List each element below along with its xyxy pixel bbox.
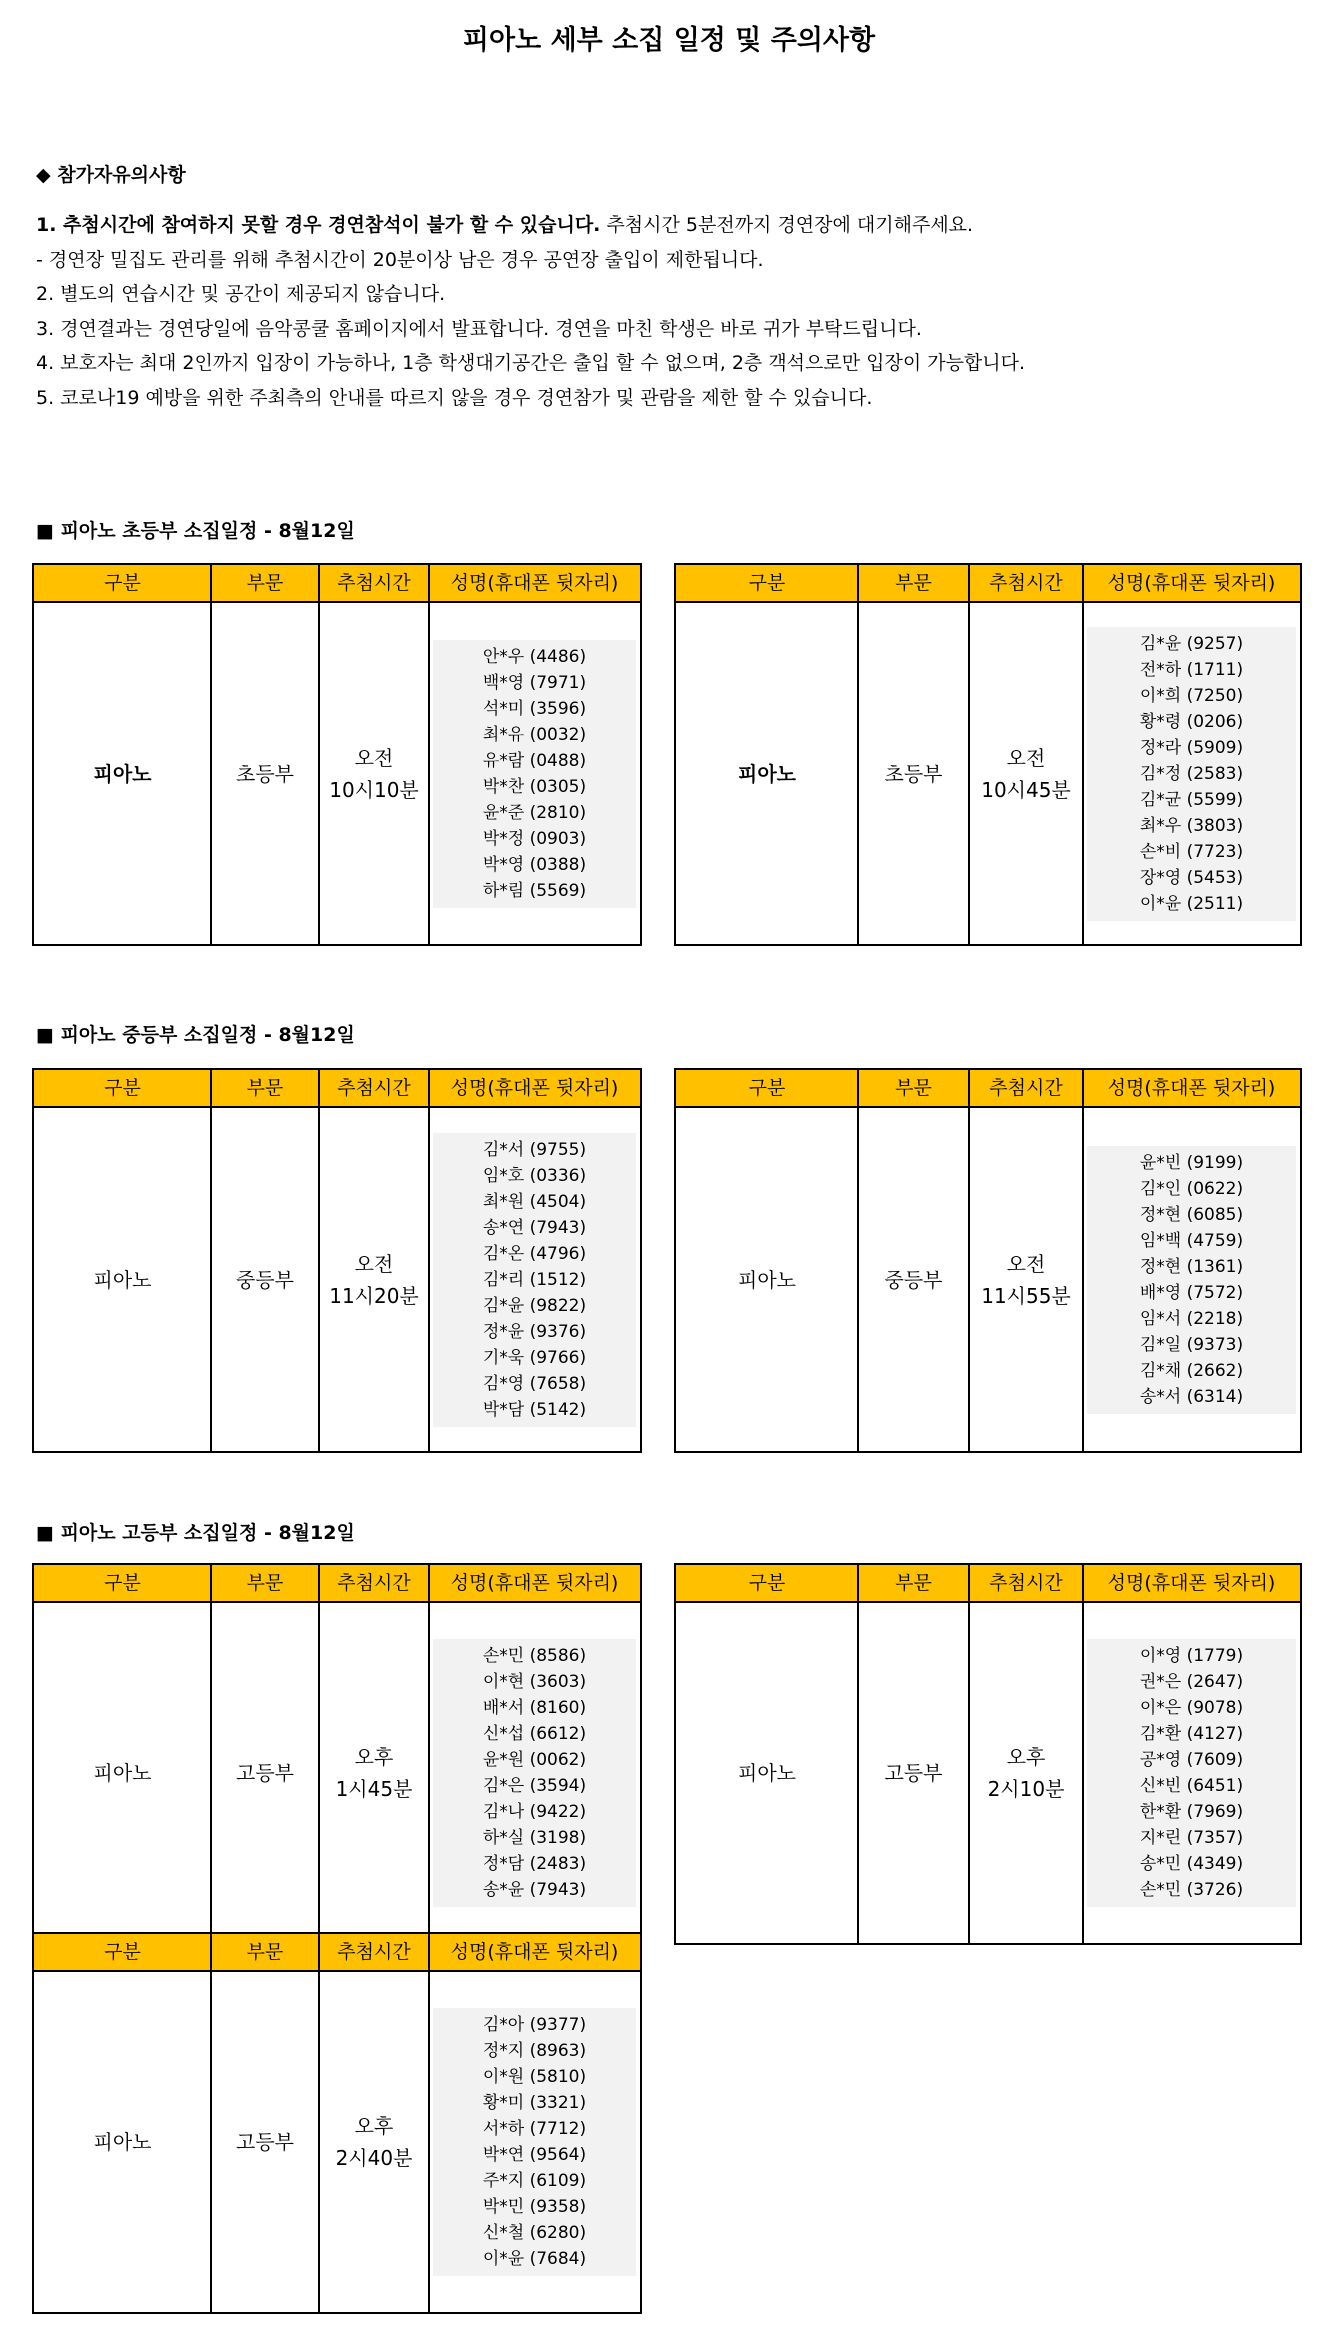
header-col4: 성명(휴대폰 뒷자리) [1107,572,1276,594]
category-cell: 피아노 [738,1761,796,1785]
notice-line-1-bold: 1. 추첨시간에 참여하지 못할 경우 경연참석이 불가 할 수 있습니다. [36,214,601,236]
header-col3: 추첨시간 [989,1572,1063,1594]
schedule-table [32,563,642,946]
participant-entry: 유*람 (0488) [482,750,587,771]
header-col1: 구분 [104,1077,141,1099]
division-cell: 고등부 [236,2130,294,2154]
participant-entry: 공*영 (7609) [1139,1750,1244,1770]
schedule-table [674,563,1302,946]
participant-entry: 손*민 (3726) [1139,1880,1244,1900]
participant-entry: 정*지 (8963) [482,2041,587,2061]
header-col2: 부문 [895,1572,932,1594]
table-header-row [676,565,1300,603]
draw-time-cell [319,603,429,944]
participant-entry: 정*라 (5909) [1139,737,1244,758]
participant-entry: 신*섭 (6612) [482,1724,587,1744]
category-cell: 피아노 [93,1267,152,1292]
draw-time-value: 2시40분 [335,2146,413,2170]
participant-entry: 하*림 (5569) [482,880,587,901]
header-col4: 성명(휴대폰 뒷자리) [450,1572,619,1594]
participant-entry: 김*온 (4796) [482,1243,587,1264]
category-cell: 피아노 [738,1267,796,1292]
notice-line-2: - 경연장 밀집도 관리를 위해 추첨시간이 20분이상 남은 경우 공연장 출입이 제한됩니다. [36,248,764,271]
notice-line-1-rest: 추첨시간 5분전까지 경연장에 대기해주세요. [600,214,974,236]
participant-entry: 윤*준 (2810) [482,802,587,823]
participant-entry: 임*백 (4759) [1139,1230,1244,1251]
notice-list [36,208,1025,415]
participant-entry: 서*하 (7712) [482,2119,587,2139]
participant-entry: 이*윤 (2511) [1139,893,1244,914]
notice-heading: ◆ 참가자유의사항 [36,164,186,186]
participant-entry: 백*영 (7971) [482,672,587,693]
participant-entry: 이*윤 (7684) [482,2249,587,2269]
section-title-middle: ■ 피아노 중등부 소집일정 - 8월12일 [36,1024,355,1046]
participant-entry: 임*서 (2218) [1139,1308,1244,1329]
draw-time-value: 2시10분 [987,1777,1065,1801]
header-col3: 추첨시간 [989,572,1063,594]
participant-entry: 김*아 (9377) [482,2015,587,2035]
participant-entry: 한*환 (7969) [1139,1802,1244,1822]
participant-entry: 김*나 (9422) [482,1802,587,1822]
participant-entry: 손*비 (7723) [1139,841,1244,862]
draw-time-cell [319,1108,429,1451]
schedule-table [674,1068,1302,1453]
header-col3: 추첨시간 [337,1077,411,1099]
participant-entry: 이*희 (7250) [1139,685,1244,706]
participant-entry: 김*윤 (9257) [1139,633,1244,654]
participant-entry: 박*민 (9358) [482,2197,587,2217]
draw-time-value: 10시45분 [981,777,1071,802]
participant-entry: 김*정 (2583) [1139,763,1244,784]
schedule-table [674,1563,1302,1945]
participant-entry: 김*은 (3594) [482,1776,587,1796]
participant-entry: 정*현 (6085) [1139,1204,1244,1225]
draw-time-text [988,1741,1065,1805]
header-col4: 성명(휴대폰 뒷자리) [1107,1077,1276,1099]
participant-entry: 배*영 (7572) [1139,1282,1244,1303]
participant-entry: 최*우 (3803) [1139,815,1244,836]
draw-time-value: 10시10분 [329,777,419,802]
participant-entry: 김*채 (2662) [1139,1360,1244,1381]
draw-time-text [336,2110,413,2174]
names-cell [433,2008,636,2276]
header-col3: 추첨시간 [989,1077,1063,1099]
header-col4: 성명(휴대폰 뒷자리) [450,1077,619,1099]
schedule-table [32,1932,642,2314]
participant-entry: 박*연 (9564) [482,2145,587,2165]
header-col1: 구분 [104,572,141,594]
names-cell [433,640,636,908]
schedule-table [32,1563,642,1945]
participant-entry: 장*영 (5453) [1139,867,1244,888]
participant-entry: 김*영 (7658) [482,1373,587,1394]
notice-line-3: 2. 별도의 연습시간 및 공간이 제공되지 않습니다. [36,283,446,305]
header-col1: 구분 [748,1572,786,1594]
division-cell: 초등부 [236,761,294,786]
draw-time-ampm: 오전 [354,1251,394,1276]
participant-entry: 이*영 (1779) [1139,1646,1244,1666]
participant-entry: 박*담 (5142) [482,1399,587,1420]
division-cell: 초등부 [884,761,943,786]
participant-entry: 정*윤 (9376) [482,1321,587,1342]
header-col1: 구분 [748,1077,786,1099]
category-cell: 피아노 [93,2130,152,2154]
table-header-row [676,1070,1300,1108]
participant-entry: 이*현 (3603) [482,1672,587,1692]
participant-entry: 신*철 (6280) [482,2223,587,2243]
draw-time-cell [969,1108,1083,1451]
participant-entry: 권*은 (2647) [1139,1672,1244,1692]
draw-time-ampm: 오전 [1006,1251,1046,1276]
participant-entry: 김*서 (9755) [482,1139,587,1160]
header-col2: 부문 [246,572,284,594]
division-cell: 중등부 [236,1267,294,1292]
draw-time-ampm: 오후 [1006,1745,1046,1769]
header-col1: 구분 [748,572,786,594]
category-cell: 피아노 [93,1761,152,1785]
draw-time-value: 1시45분 [335,1777,413,1801]
header-col3: 추첨시간 [337,572,411,594]
participant-entry: 송*연 (7943) [482,1217,587,1238]
names-cell [1087,1639,1296,1907]
page-title: 피아노 세부 소집 일정 및 주의사항 [462,25,876,56]
draw-time-text [329,742,419,806]
notice-line-6: 5. 코로나19 예방을 위한 주최측의 안내를 따르지 않을 경우 경연참가 및 관람을 제한 할 수 있습니다. [36,386,873,409]
participant-entry: 정*담 (2483) [482,1854,587,1874]
table-header-row [34,1070,640,1108]
draw-time-text [981,742,1071,806]
header-col4: 성명(휴대폰 뒷자리) [450,1941,619,1963]
participant-entry: 김*환 (4127) [1139,1724,1244,1744]
table-header-row [34,1565,640,1603]
section-title-elementary: ■ 피아노 초등부 소집일정 - 8월12일 [36,520,355,542]
participant-entry: 박*찬 (0305) [482,776,587,797]
notice-line-4: 3. 경연결과는 경연당일에 음악콩쿨 홈페이지에서 발표합니다. 경연을 마친 학생은 바로 귀가 부탁드립니다. [36,317,922,340]
header-col2: 부문 [246,1572,284,1594]
notice-line-5: 4. 보호자는 최대 2인까지 입장이 가능하나, 1층 학생대기공간은 출입 할 수 없으며, 2층 객석으로만 입장이 가능합니다. [36,352,1026,374]
header-col4: 성명(휴대폰 뒷자리) [450,572,619,594]
header-col2: 부문 [895,572,932,594]
division-cell: 고등부 [236,1761,294,1785]
draw-time-ampm: 오후 [354,1745,394,1769]
participant-entry: 배*서 (8160) [482,1698,587,1718]
participant-entry: 김*리 (1512) [482,1269,587,1290]
division-cell: 고등부 [884,1761,943,1785]
participant-entry: 송*윤 (7943) [482,1880,587,1900]
participant-entry: 박*정 (0903) [482,828,587,849]
participant-entry: 주*지 (6109) [482,2171,587,2191]
header-col1: 구분 [104,1941,141,1963]
participant-entry: 송*서 (6314) [1139,1386,1244,1407]
participant-entry: 최*유 (0032) [482,724,587,745]
participant-entry: 송*민 (4349) [1139,1854,1244,1874]
participant-entry: 윤*원 (0062) [482,1750,587,1770]
draw-time-value: 11시55분 [981,1283,1071,1308]
table-header-row [34,565,640,603]
participant-entry: 임*호 (0336) [482,1165,587,1186]
names-cell [1087,1146,1296,1414]
participant-entry: 이*원 (5810) [482,2067,587,2087]
participant-entry: 황*령 (0206) [1139,711,1244,732]
participant-entry: 손*민 (8586) [482,1646,587,1666]
table-header-row [676,1565,1300,1603]
names-cell [1087,627,1296,921]
draw-time-text [336,1741,413,1805]
table-header-row [34,1934,640,1972]
participant-entry: 하*실 (3198) [482,1828,587,1848]
draw-time-cell [969,1603,1083,1943]
names-cell [433,1639,636,1907]
participant-entry: 최*원 (4504) [482,1191,587,1212]
participant-entry: 안*우 (4486) [482,646,587,667]
draw-time-cell [319,1603,429,1943]
notice-line-1 [36,208,1025,243]
draw-time-cell [969,603,1083,944]
draw-time-ampm: 오전 [1006,745,1046,770]
participant-entry: 윤*빈 (9199) [1139,1152,1244,1173]
participant-entry: 기*욱 (9766) [482,1347,587,1368]
participant-entry: 정*현 (1361) [1139,1256,1244,1277]
draw-time-ampm: 오후 [354,2114,394,2138]
section-title-high: ■ 피아노 고등부 소집일정 - 8월12일 [36,1522,355,1544]
header-col1: 구분 [104,1572,141,1594]
participant-entry: 김*윤 (9822) [482,1295,587,1316]
draw-time-text [981,1248,1071,1312]
draw-time-text [329,1248,419,1312]
header-col4: 성명(휴대폰 뒷자리) [1107,1572,1276,1594]
draw-time-cell [319,1972,429,2312]
header-col3: 추첨시간 [337,1572,411,1594]
participant-entry: 이*은 (9078) [1139,1698,1244,1718]
participant-entry: 전*하 (1711) [1139,659,1244,680]
draw-time-ampm: 오전 [354,745,394,770]
participant-entry: 김*인 (0622) [1139,1178,1244,1199]
header-col2: 부문 [246,1077,284,1099]
participant-entry: 황*미 (3321) [482,2093,587,2113]
participant-entry: 김*일 (9373) [1139,1334,1244,1355]
category-cell: 피아노 [93,761,152,786]
participant-entry: 박*영 (0388) [482,854,587,875]
participant-entry: 지*린 (7357) [1139,1828,1244,1848]
participant-entry: 신*빈 (6451) [1139,1776,1244,1796]
category-cell: 피아노 [738,761,796,786]
header-col2: 부문 [246,1941,284,1963]
draw-time-value: 11시20분 [329,1283,419,1308]
header-col3: 추첨시간 [337,1941,411,1963]
participant-entry: 김*균 (5599) [1139,789,1244,810]
participant-entry: 석*미 (3596) [482,698,587,719]
names-cell [433,1133,636,1427]
header-col2: 부문 [895,1077,932,1099]
division-cell: 중등부 [884,1267,943,1292]
schedule-table [32,1068,642,1453]
